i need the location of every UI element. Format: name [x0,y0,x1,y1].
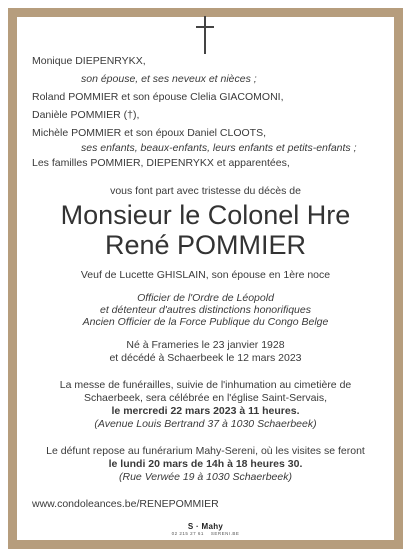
logo-phone: 02 215 27 61 [171,531,204,536]
visit-address: (Rue Verwée 19 à 1030 Schaerbeek) [119,471,292,483]
funeral-home-logo [0,522,411,536]
funeral-line-2: Schaerbeek, sera célébrée en l'église Saint-Servais, [83,392,328,404]
condolences-link[interactable]: www.condoleances.be/RENEPOMMIER [32,498,219,510]
logo-brand: S · Mahy [187,522,224,531]
deceased-name: René POMMIER [104,230,307,260]
announcement: vous font part avec tristesse du décès de [110,185,301,197]
honor-line-3: Ancien Officier de la Force Publique du Congo Belge [82,316,329,328]
funeral-line-1: La messe de funérailles, suivie de l'inhumation au cimetière de [59,379,352,391]
family-line-3: Roland POMMIER et son épouse Clelia GIACOMONI, [32,91,284,103]
family-line-7: Les familles POMMIER, DIEPENRYKX et apparentées, [32,157,290,169]
family-line-2: son épouse, et ses neveux et nièces ; [81,73,257,85]
widower-line: Veuf de Lucette GHISLAIN, son épouse en 1ère noce [80,269,331,281]
visit-datetime: le lundi 20 mars de 14h à 18 heures 30. [108,458,303,470]
logo-contact [0,531,411,536]
family-line-4: Danièle POMMIER (†), [32,109,140,121]
cross-icon [196,16,214,56]
logo-site: SERENI.BE [210,531,240,536]
funeral-datetime: le mercredi 22 mars 2023 à 11 heures. [111,405,300,417]
death-line: et décédé à Schaerbeek le 12 mars 2023 [109,352,302,364]
deceased-title: Monsieur le Colonel Hre [60,200,351,230]
funeral-address: (Avenue Louis Bertrand 37 à 1030 Schaerbeek) [94,418,317,430]
honor-line-2: et détenteur d'autres distinctions honorifiques [100,304,311,316]
birth-line: Né à Frameries le 23 janvier 1928 [126,339,285,351]
family-line-6: ses enfants, beaux-enfants, leurs enfants et petits-enfants ; [81,142,357,154]
honor-line-1: Officier de l'Ordre de Léopold [137,292,274,304]
family-line-5: Michèle POMMIER et son époux Daniel CLOOTS, [32,127,267,139]
family-line-1: Monique DIEPENRYKX, [32,55,146,67]
visit-line-1: Le défunt repose au funérarium Mahy-Sereni, où les visites se feront [46,445,365,457]
